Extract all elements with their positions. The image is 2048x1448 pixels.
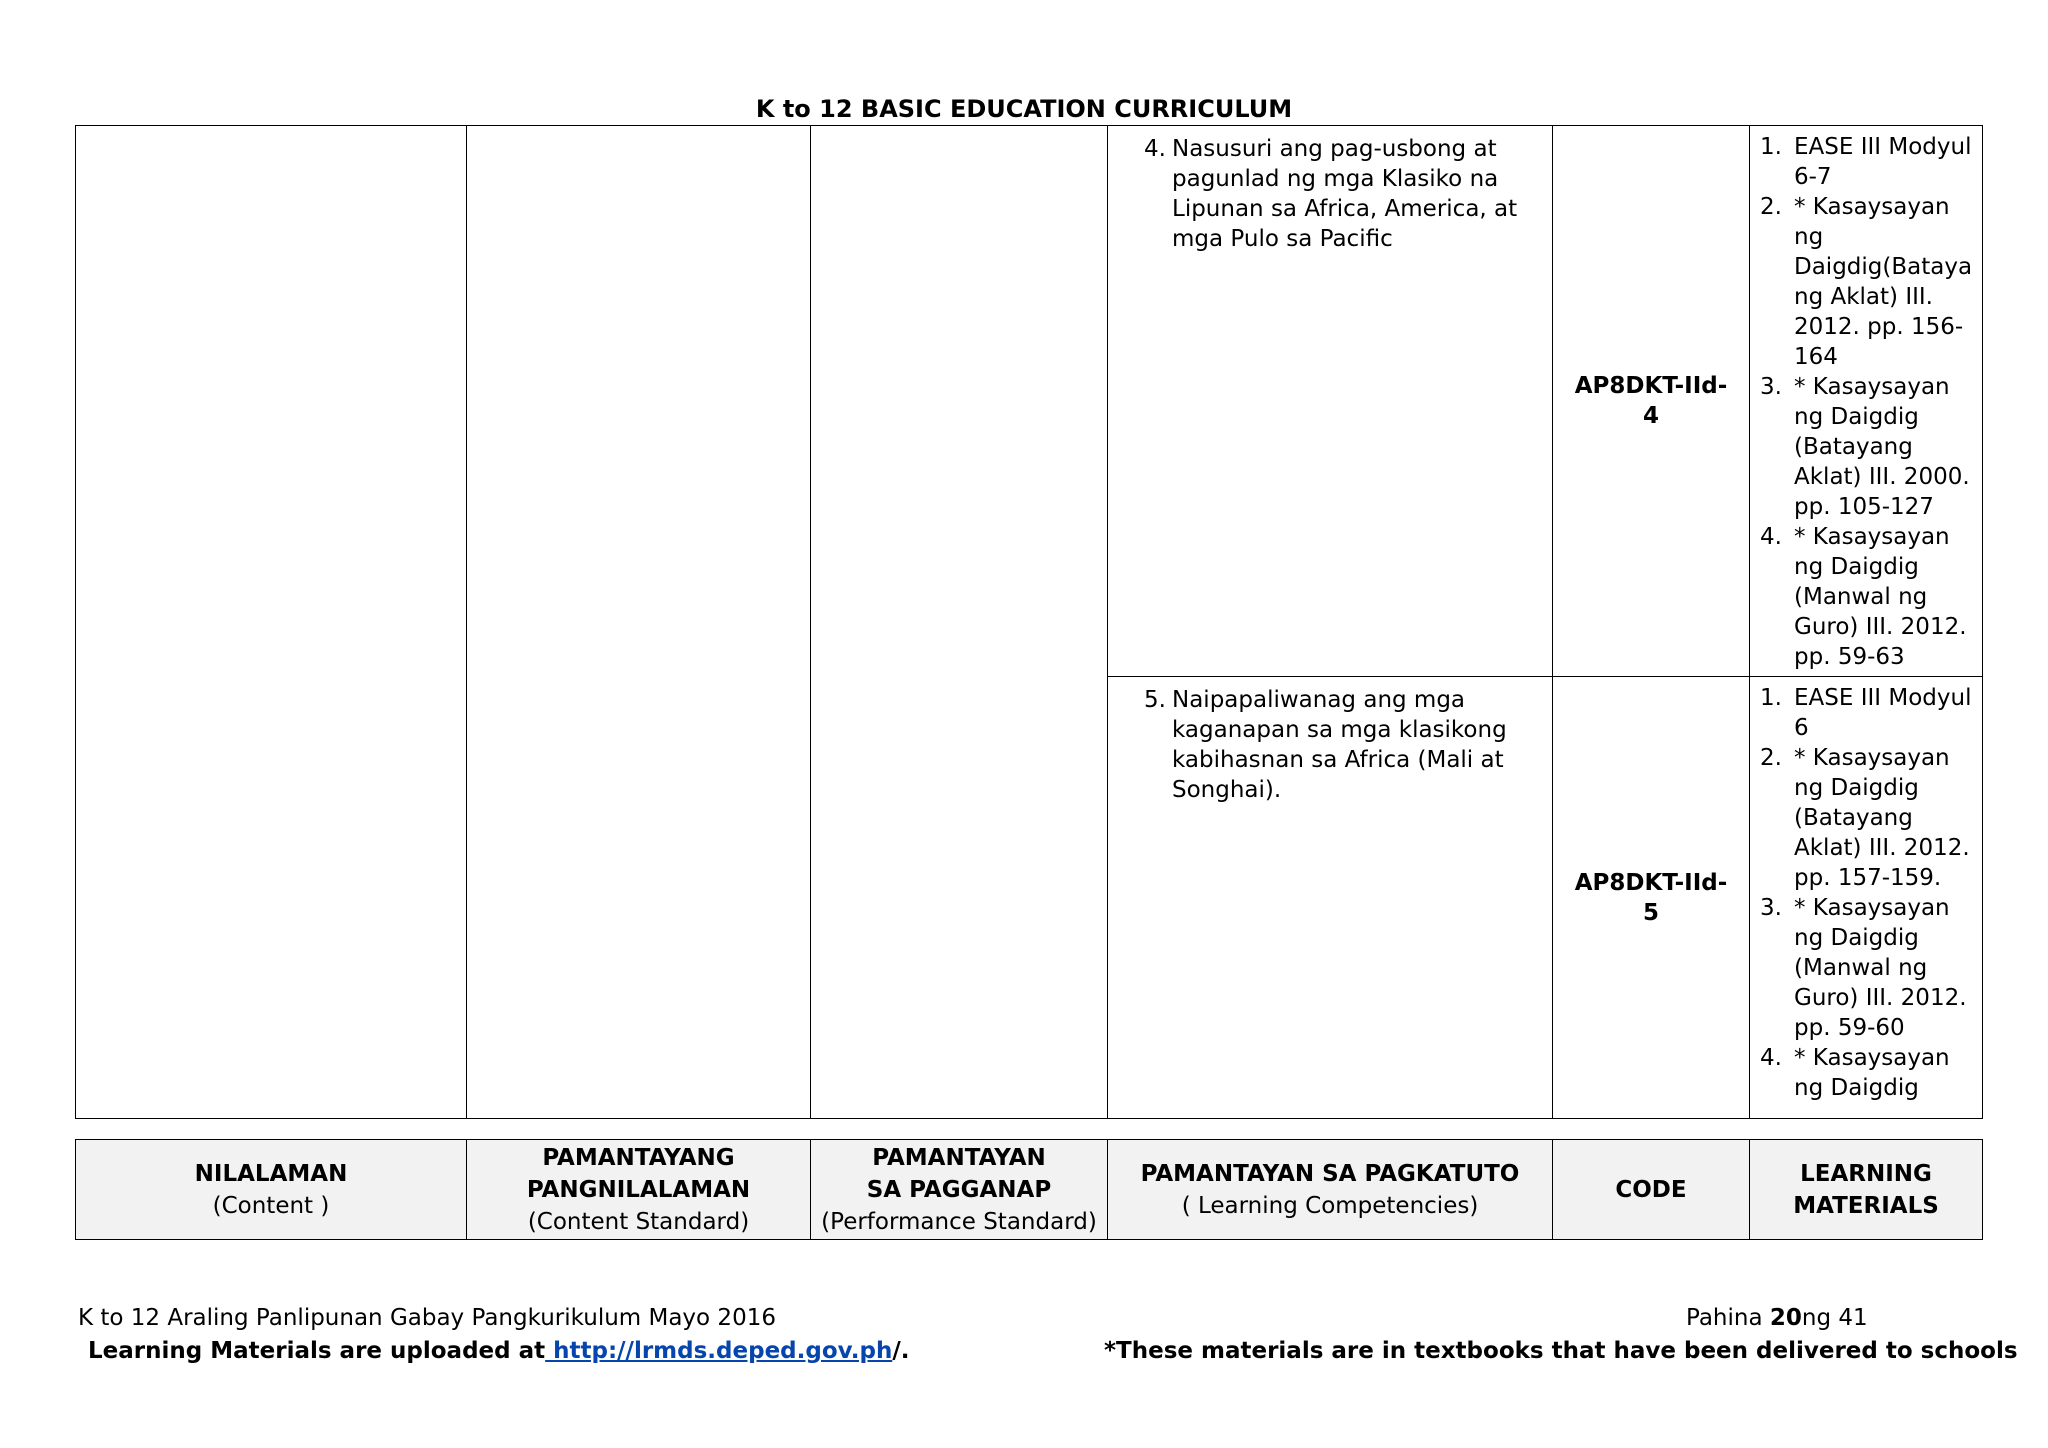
materials-cell [1750,126,1983,677]
header-code: CODE [1553,1140,1750,1240]
competency-number: 4. [1144,136,1166,162]
competency-code: AP8DKT-IId- 4 [1574,373,1728,429]
header-learning-competencies: PAMANTAYAN SA PAGKATUTO ( Learning Competencies) [1108,1140,1553,1240]
list-item: 2. * Kasaysayan ng Daigdig(Bataya ng Aklat) III. 2012. pp. 156-164 [1760,194,1973,370]
lrmds-link[interactable]: http://lrmds.deped.gov.ph [545,1338,893,1364]
performance-standard-cell [811,126,1108,1119]
header-performance-standard: PAMANTAYAN SA PAGGANAP (Performance Standard) [811,1140,1108,1240]
competency-line: kabihasnan sa Africa (Mali at [1172,747,1504,773]
materials-list [1750,126,1982,676]
curriculum-table [75,125,1983,1119]
column-header-table [75,1139,1983,1240]
content-cell [76,126,467,1119]
footer-upload-note: Learning Materials are uploaded at http://lrmds.deped.gov.ph/. [88,1338,910,1364]
competency-line: Nasusuri ang pag-usbong at [1172,136,1497,162]
list-item: 4. * Kasaysayan ng Daigdig (Manwal ng Guro) III. 2012. pp. 59-63 [1760,524,1967,670]
document-title: K to 12 BASIC EDUCATION CURRICULUM [755,95,1293,123]
header-content-standard: PAMANTAYANG PANGNILALAMAN (Content Standard) [467,1140,811,1240]
list-item: 2. * Kasaysayan ng Daigdig (Batayang Aklat) III. 2012. pp. 157-159. [1760,745,1970,891]
list-item: 3. * Kasaysayan ng Daigdig (Batayang Aklat) III. 2000. pp. 105-127 [1760,374,1970,520]
list-item: 4. * Kasaysayan ng Daigdig [1760,1045,1950,1101]
competency-line: Lipunan sa Africa, America, at [1172,196,1518,222]
list-item: 1. EASE III Modyul 6-7 [1760,134,1972,190]
competency-number: 5. [1144,687,1166,713]
list-item: 3. * Kasaysayan ng Daigdig (Manwal ng Guro) III. 2012. pp. 59-60 [1760,895,1967,1041]
competency-cell [1108,677,1553,1119]
header-row [76,1140,1983,1240]
competency-line: pagunlad ng mga Klasiko na [1172,166,1499,192]
header-content: NILALAMAN (Content ) [76,1140,467,1240]
materials-list [1750,677,1982,1107]
footer-textbooks-note: *These materials are in textbooks that have been delivered to schools [1104,1338,2018,1364]
header-learning-materials: LEARNING MATERIALS [1750,1140,1983,1240]
list-item: 1. EASE III Modyul 6 [1760,685,1972,741]
content-standard-cell [467,126,811,1119]
competency-line: mga Pulo sa Pacific [1172,226,1393,252]
footer-page-number: Pahina 20ng 41 [1686,1305,1868,1331]
competency-cell [1108,126,1553,677]
code-cell [1553,126,1750,677]
competency-line: kaganapan sa mga klasikong [1172,717,1507,743]
competency-line: Naipapaliwanag ang mga [1172,687,1466,713]
competency-line: Songhai). [1172,777,1282,803]
code-cell [1553,677,1750,1119]
materials-cell [1750,677,1983,1119]
competency-code: AP8DKT-IId- 5 [1574,869,1728,926]
table-row [76,126,1983,677]
footer-curriculum-guide: K to 12 Araling Panlipunan Gabay Pangkurikulum Mayo 2016 [78,1305,776,1331]
